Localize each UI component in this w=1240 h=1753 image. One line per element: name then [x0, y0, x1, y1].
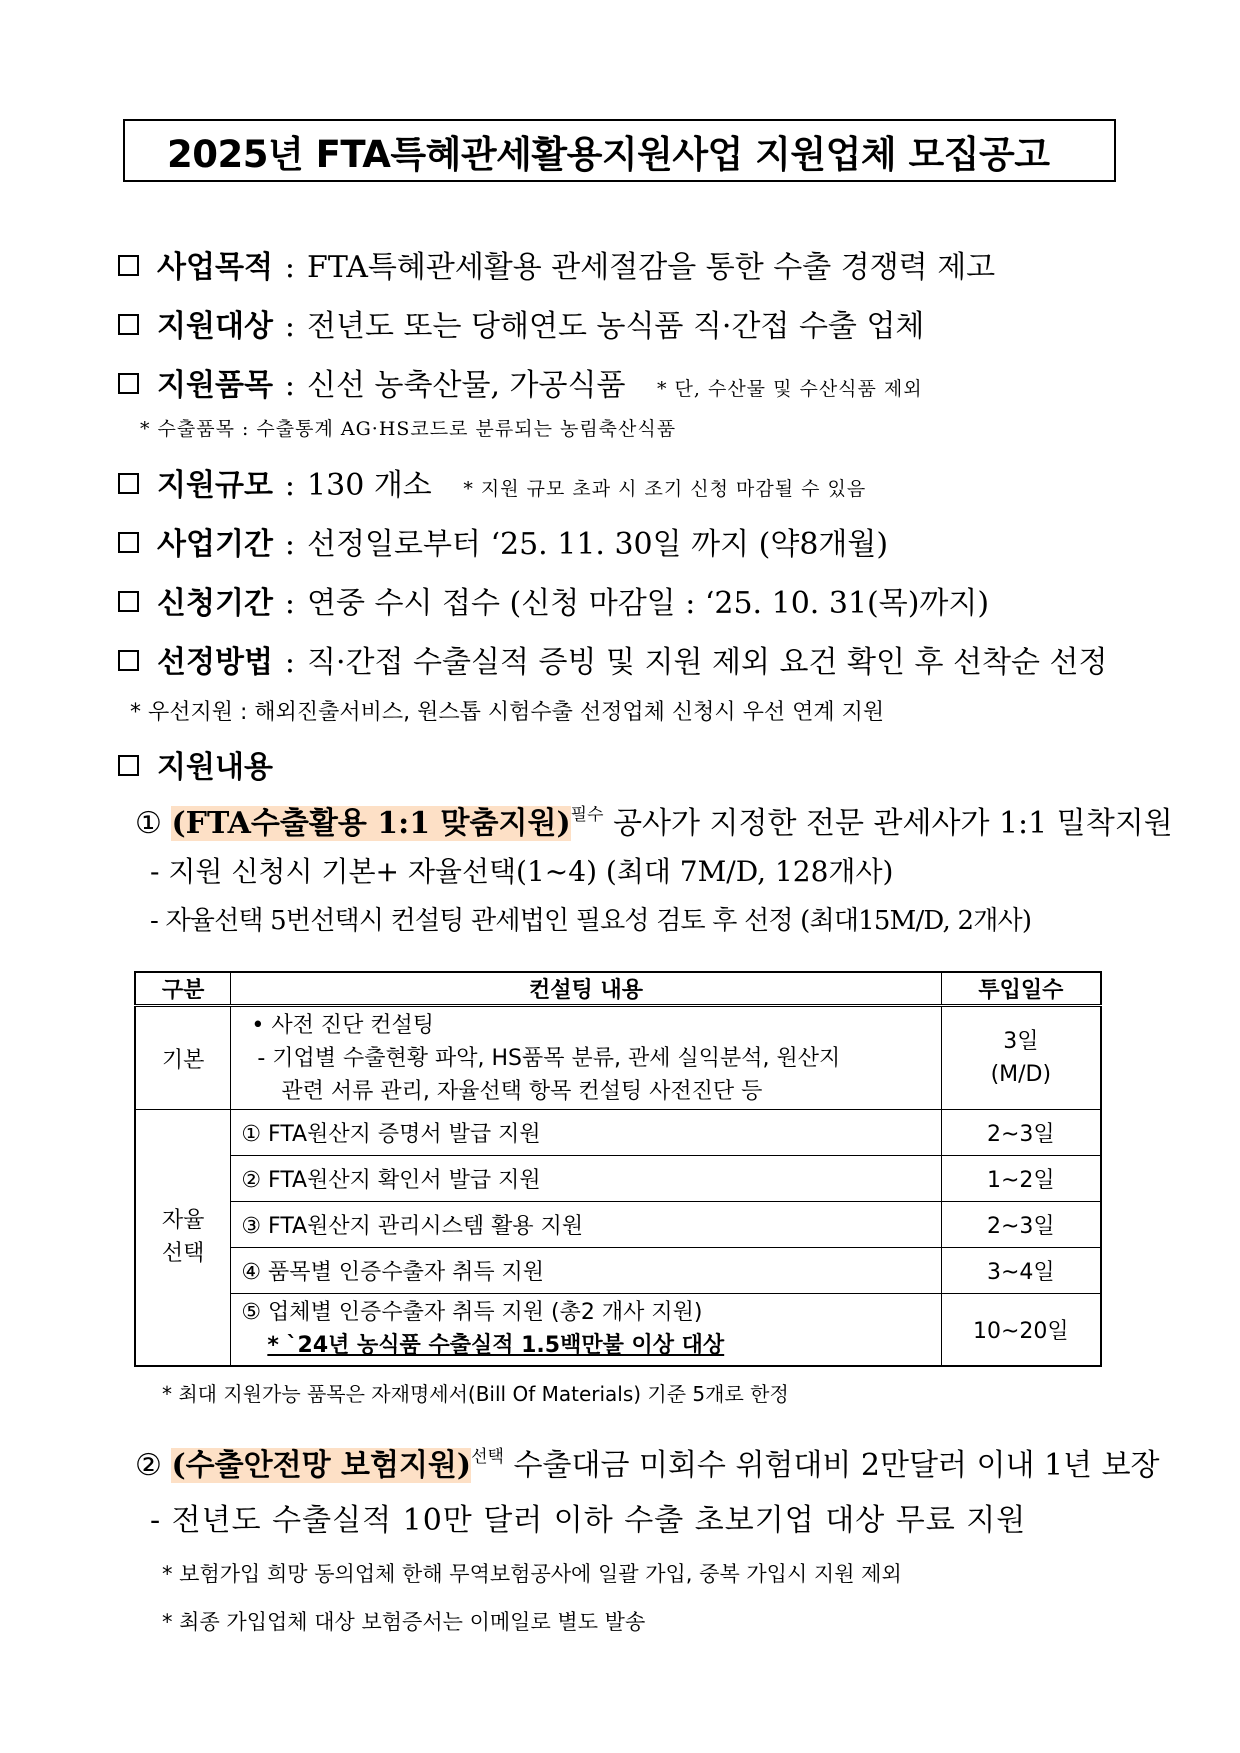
support-2-line	[135, 1440, 1160, 1484]
section-scale	[118, 460, 866, 504]
content-cell: ④ 품목별 인증수출자 취득 지원	[231, 1248, 941, 1294]
days-cell	[941, 1006, 1101, 1110]
checkbox-square-icon	[118, 532, 139, 553]
optional-5-note: * `24년 농식품 수출실적 1.5백만불 이상 대상	[267, 1333, 725, 1359]
section-head: 신청기간	[157, 586, 273, 621]
colon-separator: :	[284, 645, 296, 680]
checkbox-square-icon	[118, 314, 139, 335]
section-head: 지원내용	[157, 750, 273, 785]
section-application	[118, 578, 989, 622]
section-period	[118, 519, 888, 563]
checkbox-square-icon	[118, 755, 139, 776]
support-1-label: (FTA수출활용 1:1 맞춤지원)	[171, 806, 571, 841]
colon-separator: :	[284, 309, 296, 344]
table-row	[135, 1156, 1101, 1202]
days-cell: 1~2일	[941, 1156, 1101, 1202]
header-category: 구분	[135, 972, 231, 1006]
checkbox-square-icon	[118, 650, 139, 671]
content-cell: ① FTA원산지 증명서 발급 지원	[231, 1110, 941, 1156]
days-cell: 2~3일	[941, 1110, 1101, 1156]
content-cell	[231, 1294, 941, 1366]
header-content: 컨설팅 내용	[231, 972, 941, 1006]
support-1-desc: 공사가 지정한 전문 관세사가 1:1 밀착지원	[613, 806, 1173, 841]
section-body: 130 개소	[307, 468, 432, 503]
category-cell	[135, 1110, 231, 1366]
section-body: 직·간접 수출실적 증빙 및 지원 제외 요건 확인 후 선착순 선정	[307, 645, 1108, 680]
table-row	[135, 1110, 1101, 1156]
priority-note: * 우선지원 : 해외진출서비스, 원스톱 시험수출 선정업체 신청시 우선 연계 지원	[130, 700, 885, 725]
days-cell: 3~4일	[941, 1248, 1101, 1294]
colon-separator: :	[284, 527, 296, 562]
page-title: 2025년 FTA특혜관세활용지원사업 지원업체 모집공고	[123, 119, 1116, 182]
section-note: * 단, 수산물 및 수산식품 제외	[657, 378, 923, 400]
section-body: 전년도 또는 당해연도 농식품 직·간접 수출 업체	[307, 309, 925, 344]
consulting-table	[134, 971, 1102, 1367]
item-note: * 수출품목 : 수출통계 AG·HS코드로 분류되는 농림축산식품	[140, 418, 677, 440]
section-head: 사업목적	[157, 250, 273, 285]
section-note: * 지원 규모 초과 시 조기 신청 마감될 수 있음	[463, 478, 867, 500]
table-note: * 최대 지원가능 품목은 자재명세서(Bill Of Materials) 기준 5개로 한정	[162, 1382, 789, 1406]
support-1-tag: 필수	[570, 805, 604, 825]
section-body: FTA특혜관세활용 관세절감을 통한 수출 경쟁력 제고	[307, 250, 996, 285]
colon-separator: :	[284, 586, 296, 621]
table-row	[135, 1294, 1101, 1366]
support-2-note-2: * 최종 가입업체 대상 보험증서는 이메일로 별도 발송	[162, 1610, 646, 1634]
section-body: 연중 수시 접수 (신청 마감일 : ‘25. 10. 31(목)까지)	[307, 586, 990, 621]
basic-days: 3일	[1003, 1029, 1039, 1054]
category-cell: 기본	[135, 1006, 231, 1110]
header-days: 투입일수	[941, 972, 1101, 1006]
section-head: 지원대상	[157, 309, 273, 344]
section-body: 신선 농축산물, 가공식품	[307, 368, 626, 403]
section-purpose	[118, 242, 995, 286]
checkbox-square-icon	[118, 255, 139, 276]
section-items	[118, 360, 923, 404]
content-cell	[231, 1006, 941, 1110]
section-head: 지원규모	[157, 468, 273, 503]
support-1-sub-1: - 지원 신청시 기본+ 자율선택(1~4) (최대 7M/D, 128개사)	[150, 855, 894, 888]
optional-category-a: 자율	[161, 1208, 205, 1234]
colon-separator: :	[284, 468, 296, 503]
content-cell: ③ FTA원산지 관리시스템 활용 지원	[231, 1202, 941, 1248]
table-row	[135, 1202, 1101, 1248]
support-2-desc: 수출대금 미회수 위험대비 2만달러 이내 1년 보장	[513, 1448, 1160, 1483]
section-head: 사업기간	[157, 527, 273, 562]
support-1-number: ①	[135, 806, 162, 841]
days-cell: 2~3일	[941, 1202, 1101, 1248]
support-2-sub-1: - 전년도 수출실적 10만 달러 이하 수출 초보기업 대상 무료 지원	[150, 1503, 1027, 1538]
optional-category-b: 선택	[161, 1241, 205, 1267]
checkbox-square-icon	[118, 473, 139, 494]
support-2-note-1: * 보험가입 희망 동의업체 한해 무역보험공사에 일괄 가입, 중복 가입시 지원 제외	[162, 1562, 902, 1586]
colon-separator: :	[284, 250, 296, 285]
table-row	[135, 1248, 1101, 1294]
support-2-label: (수출안전망 보험지원)	[171, 1448, 472, 1483]
section-selection	[118, 637, 1107, 681]
basic-days-unit: (M/D)	[990, 1062, 1052, 1087]
basic-line-1: • 사전 진단 컨설팅	[251, 1012, 435, 1038]
checkbox-square-icon	[118, 591, 139, 612]
section-head: 지원품목	[157, 368, 273, 403]
checkbox-square-icon	[118, 373, 139, 394]
basic-line-2: - 기업별 수출현황 파악, HS품목 분류, 관세 실익분석, 원산지	[257, 1045, 841, 1071]
support-1-line	[135, 798, 1173, 842]
optional-5-content: ⑤ 업체별 인증수출자 취득 지원 (총2 개사 지원)	[241, 1300, 703, 1326]
days-cell: 10~20일	[941, 1294, 1101, 1366]
section-body: 선정일로부터 ‘25. 11. 30일 까지 (약8개월)	[307, 527, 889, 562]
table-row	[135, 1006, 1101, 1110]
table-header-row	[135, 972, 1101, 1006]
support-2-number: ②	[135, 1448, 162, 1483]
colon-separator: :	[284, 368, 296, 403]
section-target	[118, 301, 924, 345]
section-head: 선정방법	[157, 645, 273, 680]
support-2-tag: 선택	[471, 1447, 504, 1467]
content-cell: ② FTA원산지 확인서 발급 지원	[231, 1156, 941, 1202]
basic-line-3: 관련 서류 관리, 자율선택 항목 컨설팅 사전진단 등	[281, 1078, 763, 1104]
section-content	[118, 742, 273, 786]
support-1-sub-2: - 자율선택 5번선택시 컨설팅 관세법인 필요성 검토 후 선정 (최대15M/D, 2개사)	[150, 906, 1032, 936]
